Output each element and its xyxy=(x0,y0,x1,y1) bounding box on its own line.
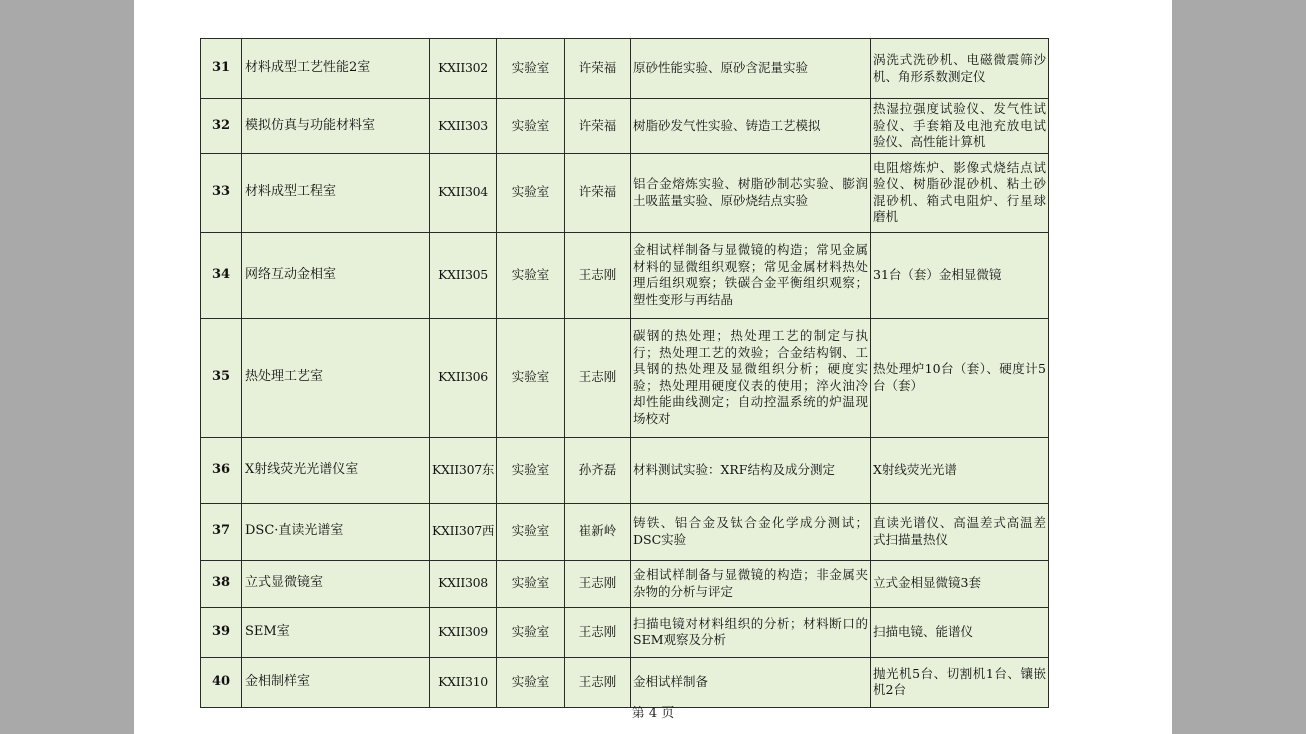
table-row xyxy=(201,437,1049,503)
document-page xyxy=(134,0,1172,734)
experiment-content: 碳钢的热处理；热处理工艺的制定与执行；热处理工艺的效验；合金结构钢、工具钢的热处理及显微组织分析；硬度实验；热处理用硬度仪表的使用；淬火油冷却性能曲线测定；自动控温系统的炉温现场校对 xyxy=(631,318,871,437)
experiment-content: 金相试样制备与显微镜的构造；非金属夹杂物的分析与评定 xyxy=(631,560,871,607)
room-code: KXII307东 xyxy=(430,437,497,503)
room-type: 实验室 xyxy=(497,318,565,437)
room-type: 实验室 xyxy=(497,39,565,99)
table-row xyxy=(201,99,1049,154)
equipment: 直读光谱仪、高温差式高温差式扫描量热仪 xyxy=(871,503,1049,560)
room-type: 实验室 xyxy=(497,99,565,154)
lab-name: 立式显微镜室 xyxy=(242,560,430,607)
row-number: 33 xyxy=(201,153,242,232)
lab-name: X射线荧光光谱仪室 xyxy=(242,437,430,503)
lab-table-body xyxy=(201,39,1049,708)
experiment-content: 铝合金熔炼实验、树脂砂制芯实验、膨润土吸蓝量实验、原砂烧结点实验 xyxy=(631,153,871,232)
room-code: KXII307西 xyxy=(430,503,497,560)
experiment-content: 原砂性能实验、原砂含泥量实验 xyxy=(631,39,871,99)
room-type: 实验室 xyxy=(497,232,565,318)
room-type: 实验室 xyxy=(497,657,565,707)
experiment-content: 金相试样制备与显微镜的构造；常见金属材料的显微组织观察；常见金属材料热处理后组织观察；铁碳合金平衡组织观察；塑性变形与再结晶 xyxy=(631,232,871,318)
table-row xyxy=(201,657,1049,707)
lab-name: 网络互动金相室 xyxy=(242,232,430,318)
room-code: KXII310 xyxy=(430,657,497,707)
room-code: KXII304 xyxy=(430,153,497,232)
equipment: 热湿拉强度试验仪、发气性试验仪、手套箱及电池充放电试验仪、高性能计算机 xyxy=(871,99,1049,154)
equipment: 扫描电镜、能谱仪 xyxy=(871,607,1049,657)
row-number: 37 xyxy=(201,503,242,560)
row-number: 32 xyxy=(201,99,242,154)
lab-name: SEM室 xyxy=(242,607,430,657)
person-in-charge: 王志刚 xyxy=(565,318,631,437)
row-number: 39 xyxy=(201,607,242,657)
room-type: 实验室 xyxy=(497,560,565,607)
equipment: 抛光机5台、切割机1台、镶嵌机2台 xyxy=(871,657,1049,707)
person-in-charge: 王志刚 xyxy=(565,560,631,607)
row-number: 36 xyxy=(201,437,242,503)
room-code: KXII308 xyxy=(430,560,497,607)
person-in-charge: 崔新岭 xyxy=(565,503,631,560)
lab-name: 材料成型工程室 xyxy=(242,153,430,232)
experiment-content: 树脂砂发气性实验、铸造工艺模拟 xyxy=(631,99,871,154)
room-code: KXII302 xyxy=(430,39,497,99)
table-row xyxy=(201,607,1049,657)
equipment: 31台（套）金相显微镜 xyxy=(871,232,1049,318)
person-in-charge: 许荣福 xyxy=(565,39,631,99)
person-in-charge: 许荣福 xyxy=(565,153,631,232)
room-type: 实验室 xyxy=(497,153,565,232)
row-number: 31 xyxy=(201,39,242,99)
row-number: 40 xyxy=(201,657,242,707)
lab-name: DSC·直读光谱室 xyxy=(242,503,430,560)
room-code: KXII305 xyxy=(430,232,497,318)
person-in-charge: 王志刚 xyxy=(565,657,631,707)
row-number: 38 xyxy=(201,560,242,607)
lab-name: 模拟仿真与功能材料室 xyxy=(242,99,430,154)
experiment-content: 铸铁、铝合金及钛合金化学成分测试；DSC实验 xyxy=(631,503,871,560)
person-in-charge: 王志刚 xyxy=(565,232,631,318)
lab-name: 材料成型工艺性能2室 xyxy=(242,39,430,99)
table-row xyxy=(201,318,1049,437)
room-code: KXII303 xyxy=(430,99,497,154)
row-number: 34 xyxy=(201,232,242,318)
room-type: 实验室 xyxy=(497,607,565,657)
person-in-charge: 许荣福 xyxy=(565,99,631,154)
person-in-charge: 王志刚 xyxy=(565,607,631,657)
room-code: KXII309 xyxy=(430,607,497,657)
equipment: 立式金相显微镜3套 xyxy=(871,560,1049,607)
experiment-content: 金相试样制备 xyxy=(631,657,871,707)
experiment-content: 材料测试实验：XRF结构及成分测定 xyxy=(631,437,871,503)
equipment: 热处理炉10台（套）、硬度计5台（套） xyxy=(871,318,1049,437)
table-row xyxy=(201,39,1049,99)
page-number: 第 4 页 xyxy=(631,706,675,721)
room-code: KXII306 xyxy=(430,318,497,437)
equipment: 电阻熔炼炉、影像式烧结点试验仪、树脂砂混砂机、粘土砂混砂机、箱式电阻炉、行星球磨机 xyxy=(871,153,1049,232)
lab-name: 热处理工艺室 xyxy=(242,318,430,437)
lab-table xyxy=(200,38,1049,708)
equipment: X射线荧光光谱 xyxy=(871,437,1049,503)
person-in-charge: 孙齐磊 xyxy=(565,437,631,503)
table-row xyxy=(201,153,1049,232)
table-row xyxy=(201,232,1049,318)
table-row xyxy=(201,560,1049,607)
lab-name: 金相制样室 xyxy=(242,657,430,707)
room-type: 实验室 xyxy=(497,503,565,560)
room-type: 实验室 xyxy=(497,437,565,503)
row-number: 35 xyxy=(201,318,242,437)
table-row xyxy=(201,503,1049,560)
experiment-content: 扫描电镜对材料组织的分析；材料断口的SEM观察及分析 xyxy=(631,607,871,657)
equipment: 涡洗式洗砂机、电磁微震筛沙机、角形系数测定仪 xyxy=(871,39,1049,99)
